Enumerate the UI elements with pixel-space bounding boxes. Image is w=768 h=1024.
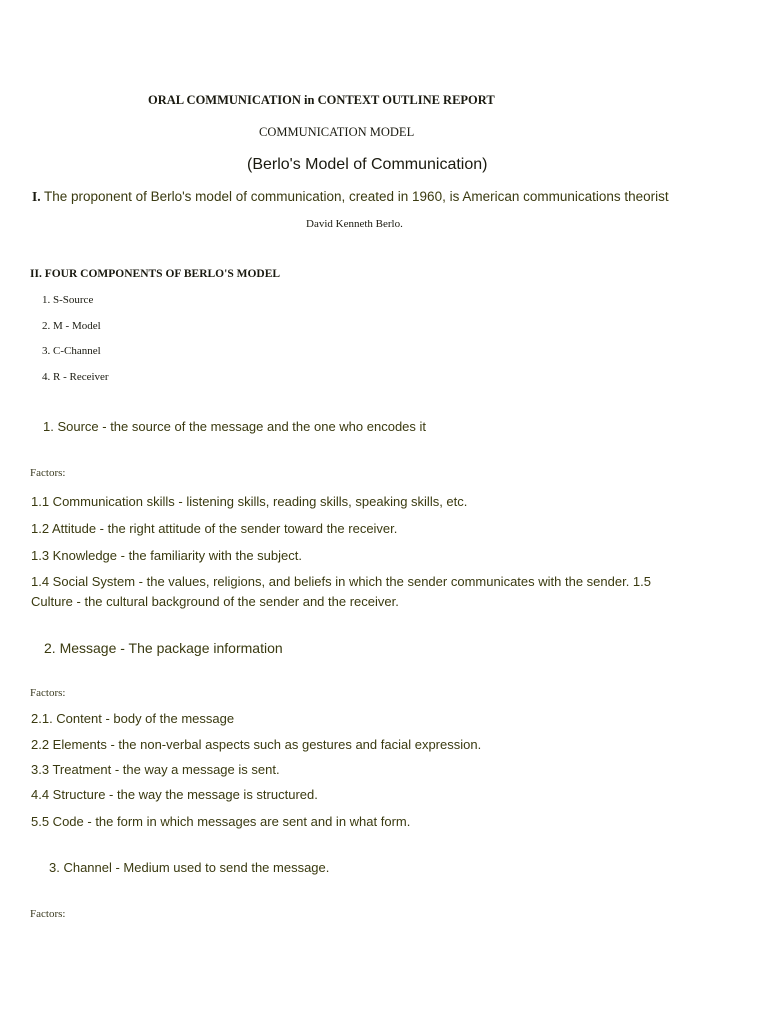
- message-factor-item: 2.2 Elements - the non-verbal aspects such as gestures and facial expression.: [31, 737, 482, 752]
- section-two-heading: II. FOUR COMPONENTS OF BERLO'S MODEL: [30, 268, 281, 280]
- section-one: [32, 189, 669, 205]
- source-factor-item: 1.4 Social System - the values, religions, and beliefs in which the sender communicates with the sender. 1.5: [31, 574, 651, 589]
- message-factor-item: 3.3 Treatment - the way a message is sent.: [31, 762, 280, 777]
- message-factor-item: 2.1. Content - body of the message: [31, 711, 235, 726]
- source-factor-item: 1.1 Communication skills - listening skills, reading skills, speaking skills, etc.: [31, 494, 468, 509]
- section-one-text: The proponent of Berlo's model of communication, created in 1960, is American communications theorist: [44, 189, 669, 204]
- source-factor-item: 1.3 Knowledge - the familiarity with the subject.: [31, 548, 302, 563]
- message-factor-item: 5.5 Code - the form in which messages are sent and in what form.: [31, 814, 411, 829]
- section-one-number: I.: [32, 189, 41, 204]
- message-heading: 2. Message - The package information: [44, 640, 283, 656]
- source-factor-item: 1.2 Attitude - the right attitude of the sender toward the receiver.: [31, 521, 398, 536]
- report-subtitle: COMMUNICATION MODEL: [259, 125, 415, 139]
- source-factors-label: Factors:: [30, 467, 66, 479]
- source-factor-item: Culture - the cultural background of the sender and the receiver.: [31, 594, 399, 609]
- report-title: ORAL COMMUNICATION in CONTEXT OUTLINE REPORT: [148, 93, 495, 107]
- model-heading: (Berlo's Model of Communication): [247, 156, 488, 173]
- channel-heading: 3. Channel - Medium used to send the message.: [49, 860, 330, 875]
- channel-factors-label: Factors:: [30, 908, 66, 920]
- source-heading: 1. Source - the source of the message and the one who encodes it: [43, 419, 427, 434]
- component-item-channel: 3. C-Channel: [42, 345, 101, 357]
- component-item-source: 1. S-Source: [42, 294, 94, 306]
- message-factors-label: Factors:: [30, 687, 66, 699]
- message-factor-item: 4.4 Structure - the way the message is structured.: [31, 787, 318, 802]
- component-item-receiver: 4. R - Receiver: [42, 371, 109, 383]
- theorist-name: David Kenneth Berlo.: [306, 218, 403, 230]
- component-item-model: 2. M - Model: [42, 320, 101, 332]
